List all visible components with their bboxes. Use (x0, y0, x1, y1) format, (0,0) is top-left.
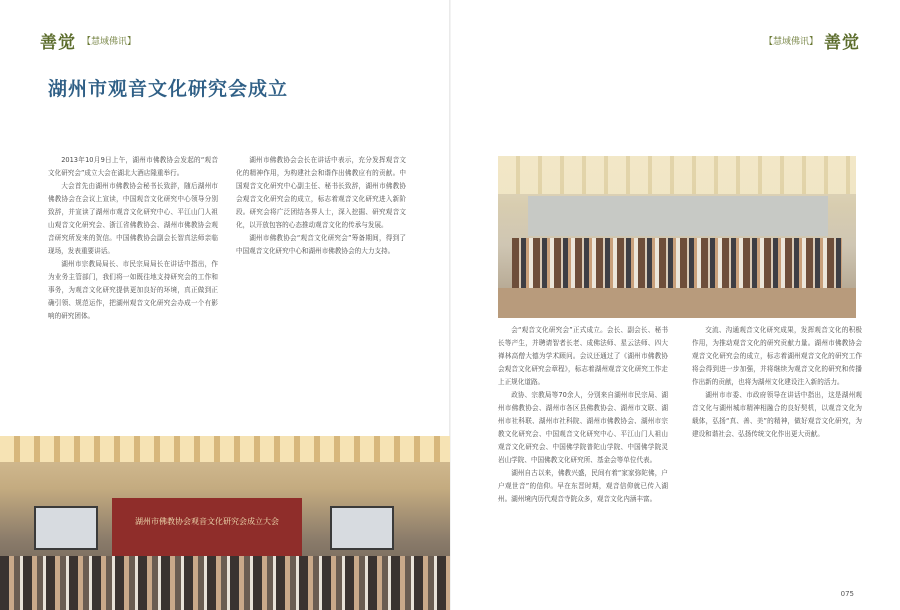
paragraph: 湖州市市委、市政府领导在讲话中指出，这是湖州观音文化与湖州城市精神相融合的良好契机，以观音文化为载体，弘扬“真、善、美”的精神，做好观音文化研究，为建设和谐社会、弘扬传统文化作出更大贡献。 (692, 391, 862, 438)
paragraph: 湖州市宗教局局长、市民宗局局长在讲话中指出，作为业务主管部门，我们将一如既往地支持研究会的工作和事务，为观音文化研究提供更加良好的环境，真正做到正确引领、规范运作，把湖州观音文化研究会办成一个有影响的研究团体。 (48, 260, 218, 320)
paragraph: 湖州市佛教协会会长在讲话中表示，充分发挥观音文化的精神作用，为构建社会和谐作出佛教应有的贡献。中国观音文化研究中心副主任、秘书长致辞，湖州市佛教协会观音文化研究会的成立，标志着观音文化研究进入新阶段。研究会将广泛团结各界人士，深入挖掘、研究观音文化，以开放包容的心态推动观音文化的传承与发展。 (236, 156, 406, 229)
magazine-brand-right: 善觉 (824, 33, 860, 53)
paragraph: 湖州市佛教协会“观音文化研究会”筹备期间，得到了中国观音文化研究中心和湖州市佛教协会的大力支持。 (236, 234, 406, 255)
column-tag-right: 【慧域佛讯】 (763, 37, 818, 47)
paragraph: 湖州自古以来，佛教兴盛，民间有着“家家弥陀佛，户户观世音”的信仰。早在东晋时期，观音信仰就已传入湖州。湖州境内历代观音寺院众多，观音文化内涵丰富。 (498, 469, 668, 503)
photo-people-row-back (512, 238, 842, 260)
stage-banner-text: 湖州市佛教协会观音文化研究会成立大会 (135, 517, 279, 526)
conference-hall-photo (0, 436, 450, 610)
photo-ceiling-lights (0, 436, 450, 462)
audience-seats (0, 556, 450, 610)
projection-screen-left (34, 506, 98, 550)
paragraph: 交流、沟通观音文化研究成果，发挥观音文化的积极作用，为推动观音文化的研究贡献力量。湖州市佛教协会观音文化研究会的成立，标志着湖州观音文化的研究工作将会得到进一步加强，并将继续为观音文化的研究和传播作出新的贡献，也将为湖州文化建设注入新的活力。 (692, 326, 862, 386)
magazine-brand-left: 善觉 (40, 33, 76, 53)
article-column-4 (692, 324, 862, 544)
paragraph: 会“观音文化研究会”正式成立。会长、副会长、秘书长等产生，并聘请智者长老、成佛法师、星云法师、四大禅林高僧大德为学术顾问。会议还通过了《湖州市佛教协会观音文化研究会章程》，标志着湖州观音文化研究工作走上正规化道路。 (498, 326, 668, 386)
paragraph: 大会首先由湖州市佛教协会秘书长致辞，随后湖州市佛教协会在会议上宣读，中国观音文化研究中心领导分别致辞，并宣读了湖州市观音文化研究中心、平江山门人祖山观音文化研究会、浙江省佛教协会、湖州市佛教协会观音研究所发来的贺信。中国佛教协会副会长智真法师亲临现场，发表重要讲话。 (48, 182, 218, 255)
article-title: 湖州市观音文化研究会成立 (48, 78, 289, 100)
article-column-1 (48, 154, 218, 400)
column-tag-left: 【慧域佛讯】 (82, 37, 137, 47)
article-column-2 (236, 154, 406, 400)
photo-floor (498, 288, 856, 318)
left-page-header (40, 28, 136, 53)
projection-screen-right (330, 506, 394, 550)
group-photo (498, 156, 856, 318)
right-page-header (764, 28, 860, 53)
paragraph: 政协、宗教局等70余人，分别来自湖州市民宗局、湖州市佛教协会、湖州市各区县佛教协会、湖州市文联、湖州市社科联、湖州市社科院、湖州市佛教协会、湖州市宗教文化研究会、中国观音文化研究中心、平江山门人祖山观音文化研究会、中国佛学院普陀山学院、中国佛学院灵岩山学院、中国佛教文化研究所、基金会等单位代表。 (498, 391, 668, 464)
article-column-3 (498, 324, 668, 600)
stage-banner (112, 498, 302, 556)
paragraph: 2013年10月9日上午，湖州市佛教协会发起的“观音文化研究会”成立大会在湖北大酒店隆重举行。 (48, 156, 218, 177)
page-number: 075 (840, 590, 854, 598)
photo-backdrop (528, 196, 828, 236)
photo-ceiling-lights (498, 156, 856, 194)
